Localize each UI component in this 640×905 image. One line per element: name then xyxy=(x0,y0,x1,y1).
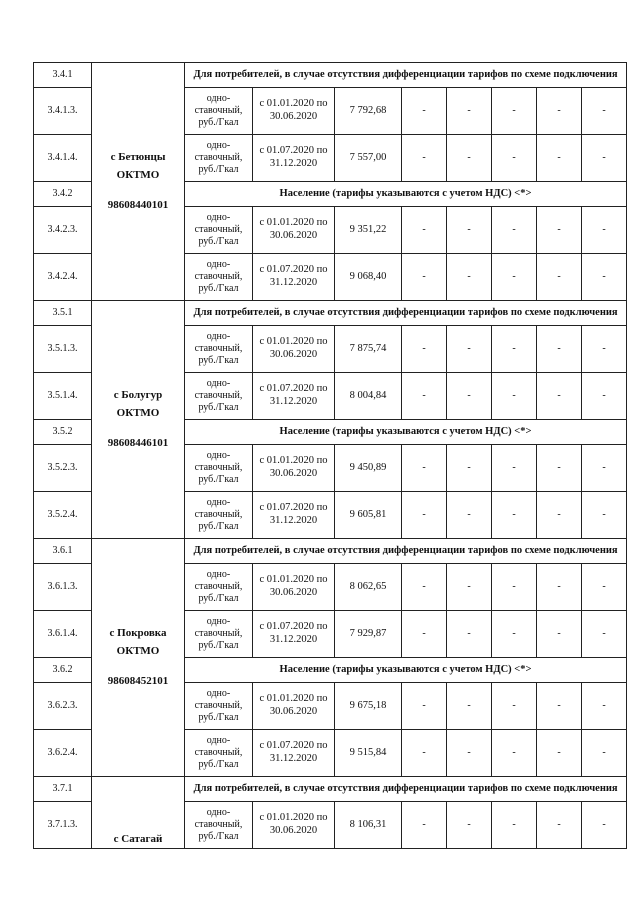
empty-value: - xyxy=(402,326,447,373)
header-differentiation: Для потребителей, в случае отсутствия дифференциации тарифов по схеме подключения xyxy=(185,63,627,88)
empty-value: - xyxy=(492,683,537,730)
row-code: 3.5.1.4. xyxy=(34,373,92,420)
empty-value: - xyxy=(402,683,447,730)
empty-value: - xyxy=(447,683,492,730)
empty-value: - xyxy=(582,88,627,135)
header-population: Население (тарифы указываются с учетом НДС) <*> xyxy=(185,420,627,445)
oktmo-label: ОКТМО xyxy=(116,407,160,420)
tariff-type: одно-ставочный, руб./Гкал xyxy=(185,326,253,373)
group-code: 3.6.1 xyxy=(34,539,92,564)
empty-value: - xyxy=(582,326,627,373)
empty-value: - xyxy=(447,802,492,849)
group-code: 3.6.2 xyxy=(34,658,92,683)
empty-value: - xyxy=(492,207,537,254)
empty-value: - xyxy=(582,564,627,611)
group-code: 3.4.2 xyxy=(34,182,92,207)
empty-value: - xyxy=(492,611,537,658)
row-code: 3.6.2.3. xyxy=(34,683,92,730)
header-differentiation: Для потребителей, в случае отсутствия дифференциации тарифов по схеме подключения xyxy=(185,777,627,802)
tariff-value: 8 062,65 xyxy=(335,564,402,611)
tariff-value: 7 875,74 xyxy=(335,326,402,373)
tariff-value: 7 557,00 xyxy=(335,135,402,182)
tariff-type: одно-ставочный, руб./Гкал xyxy=(185,207,253,254)
group-code: 3.5.1 xyxy=(34,301,92,326)
empty-value: - xyxy=(447,326,492,373)
empty-value: - xyxy=(402,730,447,777)
period: с 01.07.2020 по 31.12.2020 xyxy=(253,492,335,539)
empty-value: - xyxy=(582,207,627,254)
row-code: 3.6.2.4. xyxy=(34,730,92,777)
empty-value: - xyxy=(537,135,582,182)
empty-value: - xyxy=(492,254,537,301)
empty-value: - xyxy=(537,445,582,492)
tariff-value: 9 450,89 xyxy=(335,445,402,492)
empty-value: - xyxy=(402,492,447,539)
empty-value: - xyxy=(492,492,537,539)
tariff-type: одно-ставочный, руб./Гкал xyxy=(185,445,253,492)
empty-value: - xyxy=(492,326,537,373)
tariff-type: одно-ставочный, руб./Гкал xyxy=(185,373,253,420)
settlement-cell xyxy=(92,63,185,301)
empty-value: - xyxy=(402,373,447,420)
group-header-row xyxy=(34,777,627,802)
empty-value: - xyxy=(447,254,492,301)
row-code: 3.5.2.4. xyxy=(34,492,92,539)
period: с 01.01.2020 по 30.06.2020 xyxy=(253,802,335,849)
oktmo-code: 98608452101 xyxy=(107,674,169,687)
tariff-type: одно-ставочный, руб./Гкал xyxy=(185,135,253,182)
group-header-row xyxy=(34,301,627,326)
period: с 01.07.2020 по 31.12.2020 xyxy=(253,135,335,182)
tariff-type: одно-ставочный, руб./Гкал xyxy=(185,683,253,730)
empty-value: - xyxy=(447,730,492,777)
empty-value: - xyxy=(402,88,447,135)
empty-value: - xyxy=(402,445,447,492)
tariff-type: одно-ставочный, руб./Гкал xyxy=(185,492,253,539)
period: с 01.07.2020 по 31.12.2020 xyxy=(253,373,335,420)
empty-value: - xyxy=(447,373,492,420)
tariff-value: 7 792,68 xyxy=(335,88,402,135)
row-code: 3.4.2.3. xyxy=(34,207,92,254)
group-header-row xyxy=(34,539,627,564)
settlement-cell xyxy=(92,301,185,539)
empty-value: - xyxy=(537,611,582,658)
empty-value: - xyxy=(537,802,582,849)
tariff-value: 9 515,84 xyxy=(335,730,402,777)
period: с 01.01.2020 по 30.06.2020 xyxy=(253,88,335,135)
empty-value: - xyxy=(402,611,447,658)
settlement-cell xyxy=(92,777,185,849)
empty-value: - xyxy=(447,611,492,658)
settlement-cell xyxy=(92,539,185,777)
settlement-name: с Покровка xyxy=(109,627,167,640)
group-header-row xyxy=(34,63,627,88)
empty-value: - xyxy=(537,492,582,539)
empty-value: - xyxy=(582,611,627,658)
tariff-value: 8 106,31 xyxy=(335,802,402,849)
tariff-type: одно-ставочный, руб./Гкал xyxy=(185,564,253,611)
period: с 01.01.2020 по 30.06.2020 xyxy=(253,445,335,492)
empty-value: - xyxy=(447,88,492,135)
empty-value: - xyxy=(537,207,582,254)
period: с 01.07.2020 по 31.12.2020 xyxy=(253,730,335,777)
empty-value: - xyxy=(402,135,447,182)
header-differentiation: Для потребителей, в случае отсутствия дифференциации тарифов по схеме подключения xyxy=(185,539,627,564)
oktmo-label: ОКТМО xyxy=(116,169,160,182)
empty-value: - xyxy=(582,683,627,730)
tariff-type: одно-ставочный, руб./Гкал xyxy=(185,88,253,135)
row-code: 3.5.2.3. xyxy=(34,445,92,492)
empty-value: - xyxy=(582,373,627,420)
tariff-type: одно-ставочный, руб./Гкал xyxy=(185,254,253,301)
empty-value: - xyxy=(537,730,582,777)
row-code: 3.7.1.3. xyxy=(34,802,92,849)
tariff-value: 8 004,84 xyxy=(335,373,402,420)
tariff-type: одно-ставочный, руб./Гкал xyxy=(185,611,253,658)
empty-value: - xyxy=(582,445,627,492)
empty-value: - xyxy=(492,445,537,492)
empty-value: - xyxy=(402,254,447,301)
empty-value: - xyxy=(582,492,627,539)
empty-value: - xyxy=(447,445,492,492)
group-code: 3.7.1 xyxy=(34,777,92,802)
tariff-value: 7 929,87 xyxy=(335,611,402,658)
settlement-name: с Бетюнцы xyxy=(110,151,166,164)
empty-value: - xyxy=(582,135,627,182)
tariff-type: одно-ставочный, руб./Гкал xyxy=(185,730,253,777)
tariff-value: 9 605,81 xyxy=(335,492,402,539)
oktmo-code: 98608446101 xyxy=(107,436,169,449)
settlement-name: с Сатагай xyxy=(113,832,163,845)
empty-value: - xyxy=(537,373,582,420)
row-code: 3.5.1.3. xyxy=(34,326,92,373)
group-code: 3.5.2 xyxy=(34,420,92,445)
period: с 01.01.2020 по 30.06.2020 xyxy=(253,207,335,254)
empty-value: - xyxy=(582,802,627,849)
oktmo-label: ОКТМО xyxy=(116,645,160,658)
row-code: 3.6.1.4. xyxy=(34,611,92,658)
header-population: Население (тарифы указываются с учетом НДС) <*> xyxy=(185,658,627,683)
period: с 01.01.2020 по 30.06.2020 xyxy=(253,326,335,373)
empty-value: - xyxy=(492,135,537,182)
empty-value: - xyxy=(402,564,447,611)
row-code: 3.4.2.4. xyxy=(34,254,92,301)
empty-value: - xyxy=(492,730,537,777)
tariff-value: 9 068,40 xyxy=(335,254,402,301)
period: с 01.07.2020 по 31.12.2020 xyxy=(253,254,335,301)
empty-value: - xyxy=(537,254,582,301)
empty-value: - xyxy=(447,135,492,182)
period: с 01.01.2020 по 30.06.2020 xyxy=(253,564,335,611)
header-population: Население (тарифы указываются с учетом НДС) <*> xyxy=(185,182,627,207)
period: с 01.07.2020 по 31.12.2020 xyxy=(253,611,335,658)
empty-value: - xyxy=(537,564,582,611)
tariff-table xyxy=(33,62,627,849)
empty-value: - xyxy=(582,254,627,301)
empty-value: - xyxy=(582,730,627,777)
empty-value: - xyxy=(537,326,582,373)
empty-value: - xyxy=(447,564,492,611)
empty-value: - xyxy=(447,207,492,254)
empty-value: - xyxy=(537,88,582,135)
period: с 01.01.2020 по 30.06.2020 xyxy=(253,683,335,730)
tariff-value: 9 351,22 xyxy=(335,207,402,254)
settlement-name: с Болугур xyxy=(113,389,163,402)
empty-value: - xyxy=(402,802,447,849)
empty-value: - xyxy=(492,564,537,611)
row-code: 3.6.1.3. xyxy=(34,564,92,611)
empty-value: - xyxy=(492,373,537,420)
tariff-value: 9 675,18 xyxy=(335,683,402,730)
empty-value: - xyxy=(537,683,582,730)
empty-value: - xyxy=(447,492,492,539)
group-code: 3.4.1 xyxy=(34,63,92,88)
row-code: 3.4.1.3. xyxy=(34,88,92,135)
header-differentiation: Для потребителей, в случае отсутствия дифференциации тарифов по схеме подключения xyxy=(185,301,627,326)
empty-value: - xyxy=(492,88,537,135)
empty-value: - xyxy=(402,207,447,254)
empty-value: - xyxy=(492,802,537,849)
tariff-type: одно-ставочный, руб./Гкал xyxy=(185,802,253,849)
oktmo-code: 98608440101 xyxy=(107,198,169,211)
row-code: 3.4.1.4. xyxy=(34,135,92,182)
